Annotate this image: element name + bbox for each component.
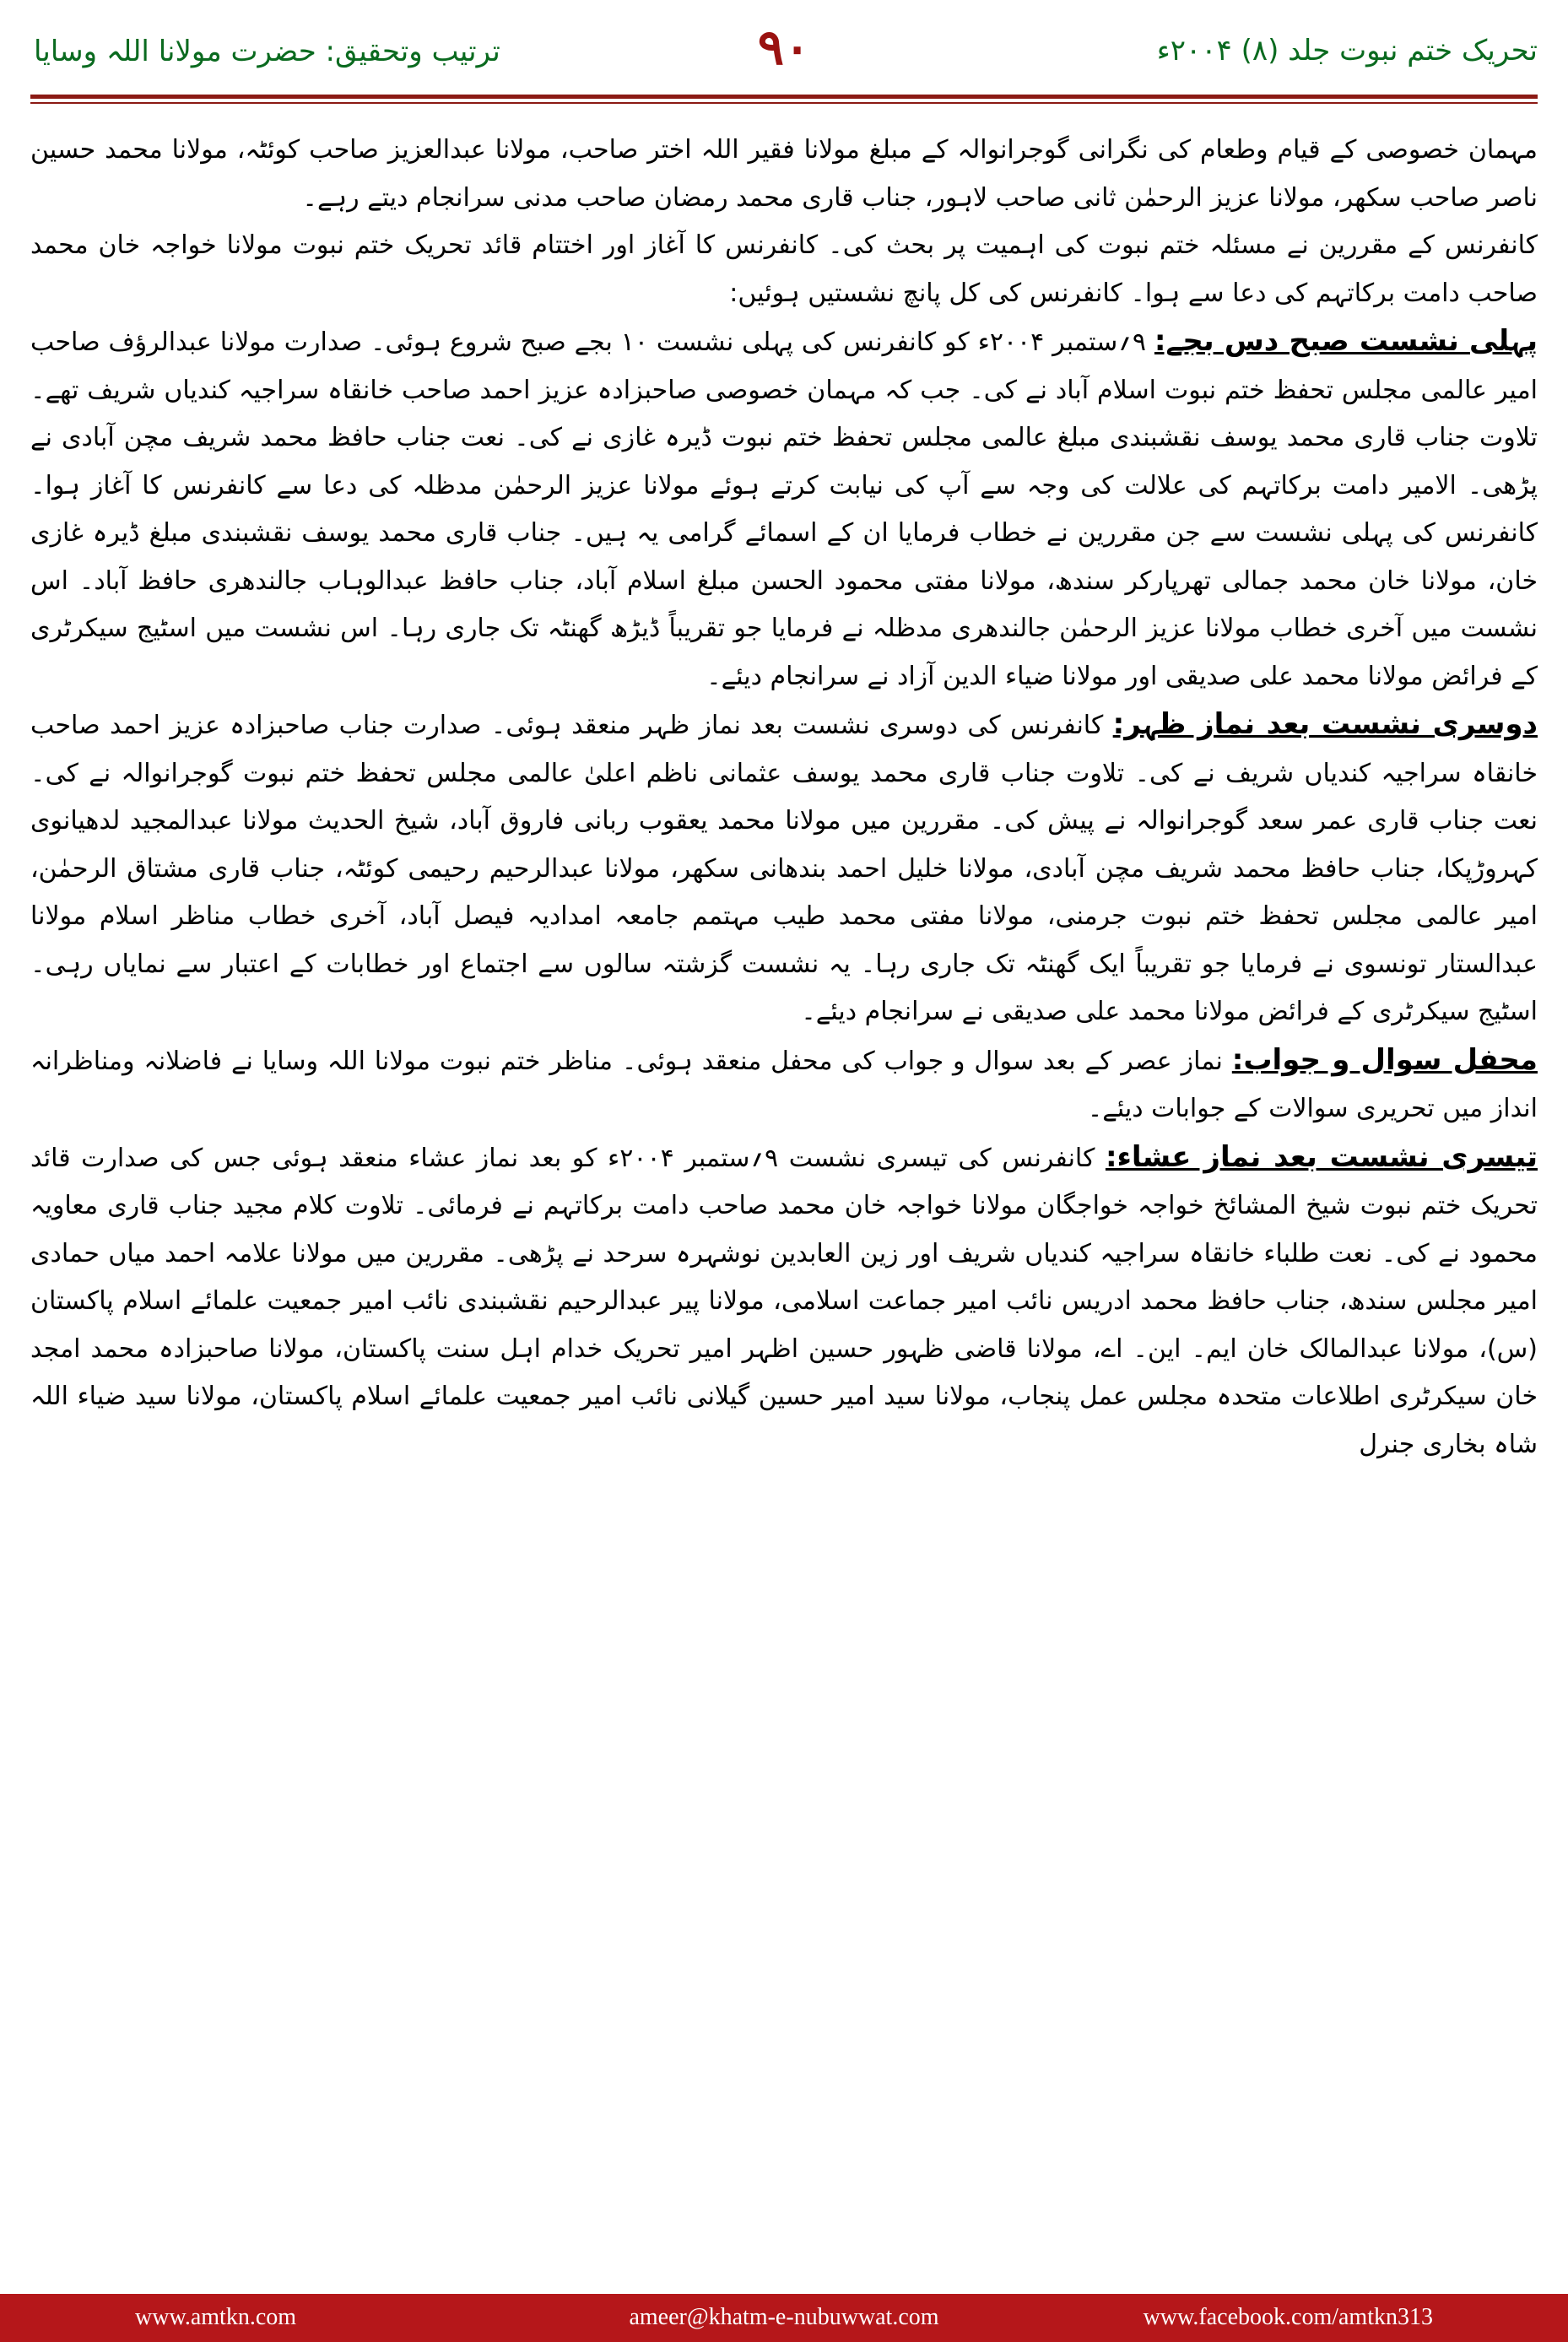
paragraph-text: کانفرنس کے مقررین نے مسئلہ ختم نبوت کی اہمیت پر بحث کی۔ کانفرنس کا آغاز اور اختتام قائد تحریک ختم نبوت مولانا خواجہ خان محمد صاحب دامت برکاتہم کی دعا سے ہوا۔ کانفرنس کی کل پانچ نشستیں ہوئیں: [30,230,1538,308]
paragraph [30,222,1538,317]
book-title: تحریک ختم نبوت جلد (۸) ۲۰۰۴ء [1156,34,1538,68]
page-body [30,127,1538,2287]
page-header [0,0,1568,118]
section-heading: محفل سوال و جواب: [1231,1042,1538,1077]
email-link[interactable]: ameer@khatm-e-nubuwwat.com [629,2304,939,2330]
paragraph [30,700,1538,1036]
paragraph-text: کانفرنس کی تیسری نشست ۹؍ستمبر ۲۰۰۴ء کو بعد نماز عشاء منعقد ہوئی جس کی صدارت قائد تحریک ختم نبوت شیخ المشائخ خواجہ خواجگان مولانا خواجہ خان محمد صاحب دامت برکاتہم نے فرمائی۔ تلاوت کلام مجید جناب قاری معاویہ محمود نے کی۔ نعت طلباء خانقاہ سراجیہ کندیاں شریف اور زین العابدین نوشہرہ سرحد نے پڑھی۔ مقررین میں مولانا علامہ احمد میاں حمادی امیر مجلس سندھ، جناب حافظ محمد ادریس نائب امیر جماعت اسلامی، مولانا پیر عبدالرحیم نقشبندی نائب امیر جمعیت علمائے اسلام پاکستان (س)، مولانا عبدالمالک خان ایم۔ این۔ اے، مولانا قاضی ظہور حسین اظہر امیر تحریک خدام اہل سنت پاکستان، مولانا صاحبزادہ محمد امجد خان سیکرٹری اطلاعات متحدہ مجلس عمل پنجاب، مولانا سید امیر حسین گیلانی نائب امیر جمعیت علمائے اسلام پاکستان، مولانا سید ضیاء اللہ شاہ بخاری جنرل [30,1143,1538,1459]
header-rule-thin [30,102,1538,104]
facebook-link[interactable]: www.facebook.com/amtkn313 [1143,2304,1433,2330]
paragraph-text: مہمان خصوصی کے قیام وطعام کی نگرانی گوجرانوالہ کے مبلغ مولانا فقیر اللہ اختر صاحب، مولانا عبدالعزیز صاحب کوئٹہ، مولانا محمد حسین ناصر صاحب سکھر، مولانا عزیز الرحمٰن ثانی صاحب لاہور، جناب قاری محمد رمضان صاحب مدنی سرانجام دیتے رہے۔ [30,135,1538,213]
section-heading: دوسری نشست بعد نماز ظہر: [1112,707,1538,741]
paragraph [30,1133,1538,1469]
section-heading: پہلی نشست صبح دس بجے: [1154,324,1538,358]
page-number: ۹۰ [757,19,811,76]
section-heading: تیسری نشست بعد نماز عشاء: [1105,1139,1538,1174]
paragraph [30,127,1538,222]
paragraph-text: ۹؍ستمبر ۲۰۰۴ء کو کانفرنس کی پہلی نشست ۱۰ بجے صبح شروع ہوئی۔ صدارت مولانا عبدالرؤف صاحب امیر عالمی مجلس تحفظ ختم نبوت اسلام آباد نے کی۔ جب کہ مہمان خصوصی صاحبزادہ عزیز احمد صاحب خانقاہ سراجیہ کندیاں شریف تھے۔ تلاوت جناب قاری محمد یوسف نقشبندی مبلغ عالمی مجلس تحفظ ختم نبوت ڈیرہ غازی نے کی۔ نعت جناب حافظ محمد شریف مچن آبادی نے پڑھی۔ الامیر دامت برکاتہم کی علالت کی وجہ سے آپ کی نیابت کرتے ہوئے مولانا عزیز الرحمٰن مدظلہ کی دعا سے کانفرنس کا آغاز ہوا۔ کانفرنس کی پہلی نشست سے جن مقررین نے خطاب فرمایا ان کے اسمائے گرامی یہ ہیں۔ جناب قاری محمد یوسف نقشبندی مبلغ ڈیرہ غازی خان، مولانا خان محمد جمالی تھرپارکر سندھ، مولانا مفتی محمود الحسن مبلغ اسلام آباد، جناب حافظ عبدالوہاب جالندھری حافظ آباد۔ اس نشست میں آخری خطاب مولانا عزیز الرحمٰن جالندھری مدظلہ نے فرمایا جو تقریباً ڈیڑھ گھنٹہ تک جاری رہا۔ اس نشست میں اسٹیج سیکرٹری کے فرائض مولانا محمد علی صدیقی اور مولانا ضیاء الدین آزاد نے سرانجام دیئے۔ [30,327,1538,691]
paragraph [30,1036,1538,1133]
paragraph-text: کانفرنس کی دوسری نشست بعد نماز ظہر منعقد ہوئی۔ صدارت جناب صاحبزادہ عزیز احمد صاحب خانقاہ سراجیہ کندیاں شریف نے کی۔ تلاوت جناب قاری محمد یوسف عثمانی ناظم اعلیٰ عالمی مجلس تحفظ ختم نبوت گوجرانوالہ نے کی۔ نعت جناب قاری عمر سعد گوجرانوالہ نے پیش کی۔ مقررین میں مولانا محمد یعقوب ربانی فاروق آباد، شیخ الحدیث مولانا عبدالمجید لدھیانوی کہروڑپکا، جناب حافظ محمد شریف مچن آبادی، مولانا خلیل احمد بندھانی سکھر، مولانا عبدالرحیم رحیمی کوئٹہ، جناب قاری مشتاق الرحمٰن، امیر عالمی مجلس تحفظ ختم نبوت جرمنی، مولانا مفتی محمد طیب مہتمم جامعہ امدادیہ فیصل آباد، آخری خطاب مناظر اسلام مولانا عبدالستار تونسوی نے فرمایا جو تقریباً ایک گھنٹہ تک جاری رہا۔ یہ نشست گزشتہ سالوں سے اجتماع اور خطابات کے اعتبار سے نمایاں رہی۔ اسٹیج سیکرٹری کے فرائض مولانا محمد علی صدیقی نے سرانجام دیئے۔ [30,711,1538,1026]
compiler-credit: ترتیب وتحقیق: حضرت مولانا اللہ وسایا [34,35,500,68]
website-link[interactable]: www.amtkn.com [135,2304,297,2330]
paragraph-text: نماز عصر کے بعد سوال و جواب کی محفل منعقد ہوئی۔ مناظر ختم نبوت مولانا اللہ وسایا نے فاضلانہ ومناظرانہ انداز میں تحریری سوالات کے جوابات دیئے۔ [30,1046,1538,1123]
paragraph [30,317,1538,700]
header-rule [30,95,1538,99]
page-footer [0,2294,1568,2342]
